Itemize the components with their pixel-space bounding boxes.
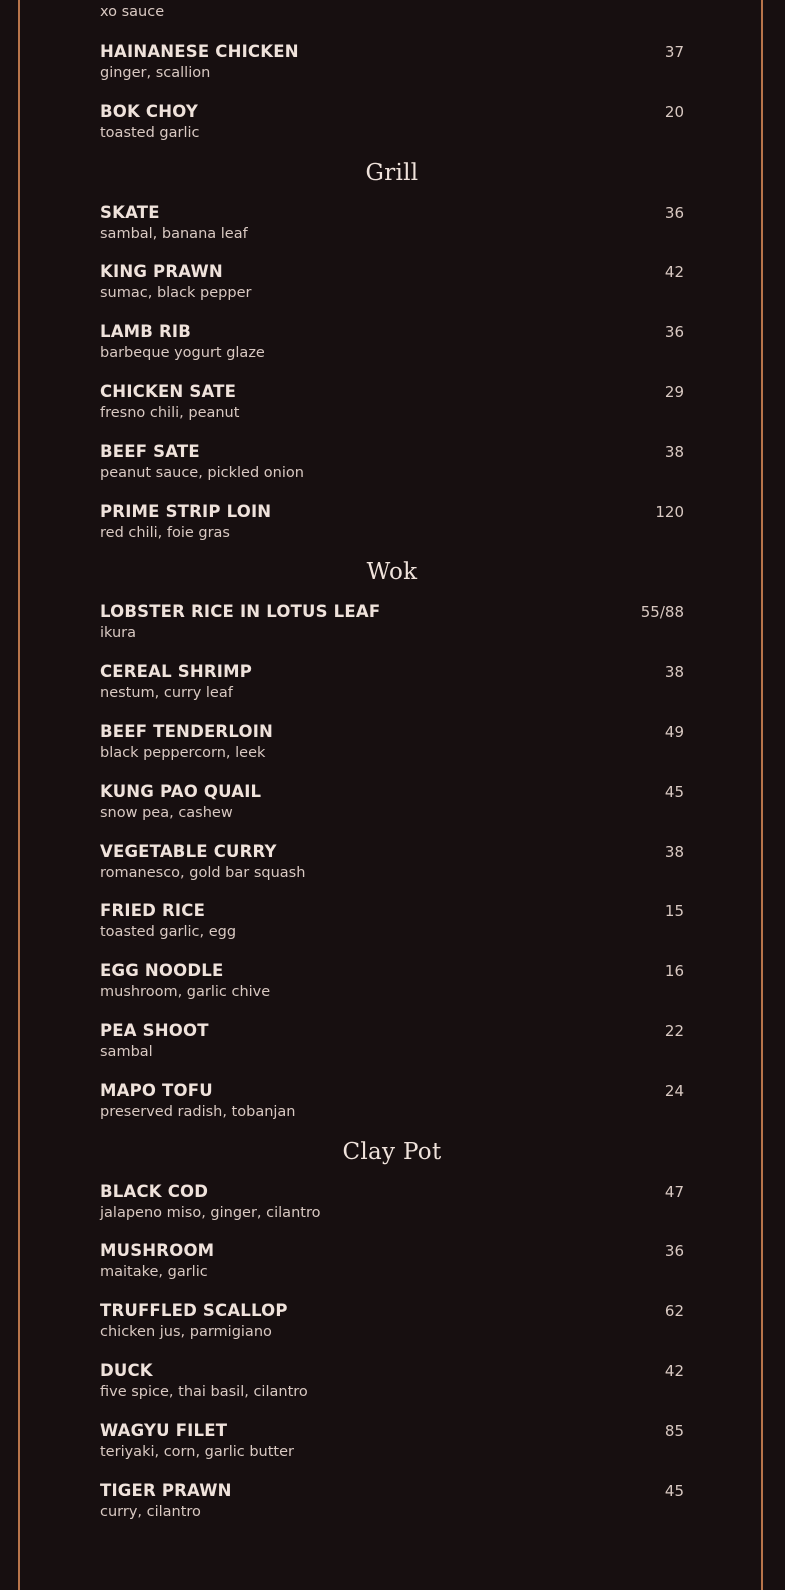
menu-item-description: peanut sauce, pickled onion — [100, 464, 304, 481]
menu-item-description: toasted garlic, egg — [100, 924, 237, 941]
menu-item-name: DUCK — [100, 1360, 153, 1380]
menu-item-price: 15 — [664, 902, 684, 921]
menu-sections — [100, 33, 684, 1531]
menu-item-description: sambal — [100, 1043, 153, 1060]
menu-item-name: WAGYU FILET — [100, 1420, 228, 1440]
menu-item-description: ikura — [100, 625, 137, 642]
menu-item — [100, 1012, 684, 1072]
menu-item-description: nestum, curry leaf — [100, 685, 233, 702]
section-title-wok: Wok — [366, 559, 418, 586]
menu-item-name: CHICKEN SATE — [100, 381, 237, 401]
menu-item-price: 24 — [664, 1081, 684, 1100]
menu-item-description: toasted garlic — [100, 124, 200, 141]
menu-item — [100, 593, 684, 653]
menu-item — [100, 713, 684, 773]
menu-item — [100, 433, 684, 493]
menu-item-price: 20 — [664, 102, 684, 121]
menu-item-price: 49 — [664, 722, 684, 741]
menu-item-name: TRUFFLED SCALLOP — [100, 1301, 288, 1321]
menu-item-name: VEGETABLE CURRY — [100, 841, 277, 861]
menu-item-description: barbeque yogurt glaze — [100, 345, 265, 362]
menu-item — [100, 1232, 684, 1292]
menu-item-name: HAINANESE CHICKEN — [100, 42, 299, 61]
menu-item-name: BLACK COD — [100, 1181, 209, 1201]
menu-item-price: 45 — [664, 782, 684, 801]
menu-item — [100, 33, 684, 93]
menu-item-name: BEEF TENDERLOIN — [100, 721, 274, 741]
menu-item-description: chicken jus, parmigiano — [100, 1324, 272, 1341]
menu-item-price: 36 — [664, 203, 684, 222]
menu-item-price: 45 — [664, 1481, 684, 1500]
menu-item-price: 85 — [664, 1421, 684, 1440]
menu-item-description: maitake, garlic — [100, 1264, 208, 1281]
menu-item — [100, 1412, 684, 1472]
menu-item-description: black peppercorn, leek — [100, 744, 266, 761]
menu-item-price: 47 — [664, 1182, 684, 1201]
menu-item — [100, 253, 684, 313]
menu-item-price: 42 — [664, 1361, 684, 1380]
menu-item-description: red chili, foie gras — [100, 524, 230, 541]
menu-item-description: sumac, black pepper — [100, 285, 252, 302]
menu-item-name: SKATE — [100, 202, 160, 222]
section-title-clay-pot: Clay Pot — [342, 1138, 442, 1165]
menu-content — [100, 0, 684, 1531]
section-title-grill: Grill — [365, 159, 419, 186]
menu-item-name: KING PRAWN — [100, 262, 223, 282]
menu-item — [100, 952, 684, 1012]
menu-item-description: mushroom, garlic chive — [100, 984, 271, 1001]
menu-item — [100, 493, 684, 553]
menu-item-price: 36 — [664, 323, 684, 342]
menu-item — [100, 194, 684, 254]
menu-item-price: 120 — [655, 502, 684, 521]
menu-item — [100, 892, 684, 952]
menu-item — [100, 1072, 684, 1132]
menu-item-price: 37 — [664, 43, 684, 61]
menu-item — [100, 833, 684, 893]
menu-item-description: teriyaki, corn, garlic butter — [100, 1443, 295, 1460]
menu-item-name: KUNG PAO QUAIL — [100, 781, 262, 801]
partial-item-description: xo sauce — [100, 4, 165, 20]
menu-item-price: 42 — [664, 263, 684, 282]
menu-item-description: five spice, thai basil, cilantro — [100, 1383, 308, 1400]
menu-item — [100, 1472, 684, 1532]
menu-item-name: LAMB RIB — [100, 322, 192, 342]
menu-item-name: MUSHROOM — [100, 1241, 215, 1261]
menu-item-name: CEREAL SHRIMP — [100, 662, 253, 682]
menu-item-description: romanesco, gold bar squash — [100, 864, 306, 881]
menu-item-description: fresno chili, peanut — [100, 404, 240, 421]
menu-item — [100, 373, 684, 433]
menu-item — [100, 1292, 684, 1352]
menu-item-name: BOK CHOY — [100, 101, 199, 121]
menu-item-name: TIGER PRAWN — [100, 1480, 232, 1500]
menu-item-price: 62 — [664, 1302, 684, 1321]
menu-item-price: 22 — [664, 1021, 684, 1040]
menu-item-price: 38 — [664, 442, 684, 461]
menu-item — [100, 313, 684, 373]
menu-item-description: preserved radish, tobanjan — [100, 1103, 296, 1120]
menu-item-price: 16 — [664, 962, 684, 981]
menu-item-name: BEEF SATE — [100, 441, 200, 461]
menu-item-name: FRIED RICE — [100, 901, 206, 921]
menu-item-description: ginger, scallion — [100, 65, 211, 81]
menu-item-price: 29 — [664, 382, 684, 401]
menu-item-name: LOBSTER RICE IN LOTUS LEAF — [100, 602, 381, 622]
menu-item-description: jalapeno miso, ginger, cilantro — [100, 1204, 321, 1221]
menu-item — [100, 93, 684, 153]
menu-item-name: PEA SHOOT — [100, 1020, 209, 1040]
menu-item-price: 55/88 — [640, 603, 684, 622]
menu-item-name: EGG NOODLE — [100, 961, 224, 981]
menu-item-name: MAPO TOFU — [100, 1080, 213, 1100]
menu-item — [100, 773, 684, 833]
menu-item-description: snow pea, cashew — [100, 804, 233, 821]
menu-item — [100, 1173, 684, 1233]
menu-item-description: sambal, banana leaf — [100, 225, 248, 242]
menu-item-price: 36 — [664, 1242, 684, 1261]
menu-item-name: PRIME STRIP LOIN — [100, 501, 272, 521]
menu-item-description: curry, cilantro — [100, 1503, 201, 1520]
menu-item — [100, 653, 684, 713]
menu-item — [100, 1352, 684, 1412]
menu-item-price: 38 — [664, 842, 684, 861]
menu-item-price: 38 — [664, 663, 684, 682]
